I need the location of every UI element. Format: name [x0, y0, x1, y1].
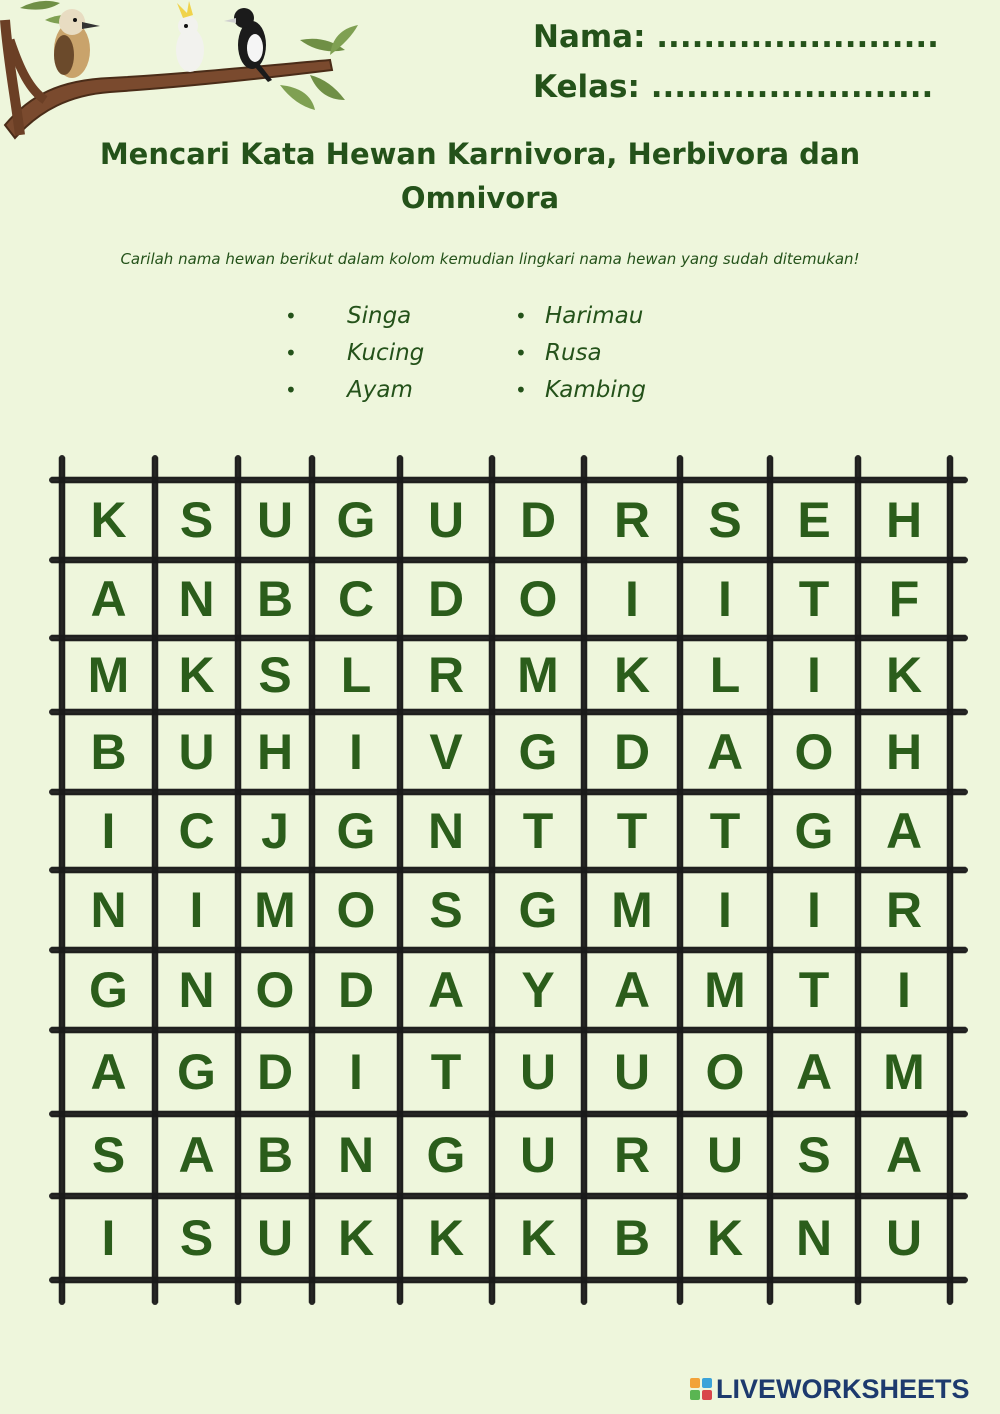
word-label: Kucing [347, 340, 425, 366]
puzzle-letter[interactable]: K [519, 1210, 557, 1266]
puzzle-letter[interactable]: U [885, 1210, 923, 1266]
puzzle-letter[interactable]: N [178, 962, 215, 1018]
puzzle-letter[interactable]: G [518, 882, 558, 938]
puzzle-letter[interactable]: I [349, 1044, 363, 1100]
puzzle-letter[interactable]: A [90, 571, 127, 627]
puzzle-letter[interactable]: S [708, 492, 742, 548]
puzzle-letter[interactable]: D [337, 962, 375, 1018]
puzzle-letter[interactable]: M [704, 962, 746, 1018]
puzzle-letter[interactable]: O [705, 1044, 745, 1100]
word-label: Singa [347, 303, 412, 329]
puzzle-letter[interactable]: B [256, 571, 294, 627]
puzzle-letter[interactable]: D [256, 1044, 294, 1100]
puzzle-letter[interactable]: G [177, 1044, 216, 1100]
puzzle-letter[interactable]: F [888, 571, 920, 627]
word-label: Harimau [545, 303, 644, 329]
title-line-1: Mencari Kata Hewan Karnivora, Herbivora dan [99, 137, 861, 171]
puzzle-letter[interactable]: A [706, 724, 744, 780]
bullet: • [515, 304, 527, 328]
puzzle-letter[interactable]: S [258, 647, 292, 703]
puzzle-letter[interactable]: G [336, 492, 376, 548]
word-label: Kambing [545, 377, 646, 403]
puzzle-letter[interactable]: N [337, 1127, 375, 1183]
puzzle-letter[interactable]: N [178, 571, 215, 627]
bullet: • [285, 341, 297, 365]
bullet: • [285, 304, 297, 328]
puzzle-letter[interactable]: M [883, 1044, 925, 1100]
puzzle-letter[interactable]: I [807, 647, 821, 703]
puzzle-letter[interactable]: N [427, 803, 465, 859]
bullet: • [515, 378, 527, 402]
puzzle-letter[interactable]: R [613, 1127, 651, 1183]
puzzle-letter[interactable]: K [885, 647, 923, 703]
word-label: Rusa [545, 340, 602, 366]
instruction-text: Carilah nama hewan berikut dalam kolom kemudian lingkari nama hewan yang sudah ditemukan! [120, 250, 860, 268]
puzzle-letter[interactable]: A [613, 962, 651, 1018]
puzzle-letter[interactable]: T [798, 962, 830, 1018]
puzzle-letter[interactable]: I [897, 962, 911, 1018]
puzzle-letter[interactable]: Y [521, 962, 555, 1018]
puzzle-letter[interactable]: T [616, 803, 648, 859]
puzzle-letter[interactable]: G [336, 803, 376, 859]
liveworksheets-logo-icon [690, 1378, 712, 1400]
puzzle-letter[interactable]: K [178, 647, 215, 703]
puzzle-letter[interactable]: C [337, 571, 375, 627]
puzzle-letter[interactable]: O [794, 724, 834, 780]
puzzle-letter[interactable]: G [426, 1127, 466, 1183]
puzzle-letter[interactable]: R [613, 492, 651, 548]
puzzle-letter[interactable]: C [178, 803, 215, 859]
puzzle-letter[interactable]: O [255, 962, 295, 1018]
puzzle-letter[interactable]: I [189, 882, 204, 938]
puzzle-letter[interactable]: H [256, 724, 294, 780]
puzzle-letter[interactable]: V [429, 724, 463, 780]
puzzle-letter[interactable]: A [427, 962, 465, 1018]
puzzle-letter[interactable]: K [427, 1210, 465, 1266]
puzzle-letter[interactable]: U [613, 1044, 651, 1100]
puzzle-letter[interactable]: M [517, 647, 559, 703]
puzzle-letter[interactable]: B [613, 1210, 651, 1266]
puzzle-letter[interactable]: D [519, 492, 557, 548]
puzzle-letter[interactable]: L [709, 647, 741, 703]
puzzle-letter[interactable]: S [179, 492, 214, 548]
puzzle-letter[interactable]: A [795, 1044, 833, 1100]
puzzle-letter[interactable]: G [518, 724, 558, 780]
brand-name: LIVEWORKSHEETS [716, 1373, 970, 1404]
class-field[interactable]: Kelas: ........................ [533, 69, 934, 105]
puzzle-letter[interactable]: D [613, 724, 651, 780]
puzzle-letter[interactable]: I [718, 571, 732, 627]
liveworksheets-brand [690, 1372, 970, 1406]
puzzle-letter[interactable]: O [336, 882, 376, 938]
puzzle-letter[interactable]: U [427, 492, 465, 548]
puzzle-letter[interactable]: T [798, 571, 830, 627]
puzzle-letter[interactable]: S [429, 882, 463, 938]
puzzle-letter[interactable]: K [613, 647, 651, 703]
puzzle-letter[interactable]: K [90, 492, 127, 548]
puzzle-letter[interactable]: G [89, 962, 128, 1018]
puzzle-letter[interactable]: L [340, 647, 372, 703]
puzzle-letter[interactable]: I [718, 882, 732, 938]
puzzle-letter[interactable]: H [885, 724, 923, 780]
puzzle-letter[interactable]: A [885, 1127, 923, 1183]
puzzle-letter[interactable]: N [90, 882, 127, 938]
puzzle-letter[interactable]: I [349, 724, 363, 780]
puzzle-letter[interactable]: K [337, 1210, 375, 1266]
puzzle-letter[interactable]: E [797, 492, 831, 548]
puzzle-letter[interactable]: N [795, 1210, 833, 1266]
puzzle-letter[interactable]: U [706, 1127, 744, 1183]
puzzle-letter[interactable]: B [90, 724, 127, 780]
puzzle-letter[interactable]: A [885, 803, 923, 859]
puzzle-letter[interactable]: T [709, 803, 741, 859]
name-field[interactable]: Nama: ........................ [533, 19, 939, 55]
puzzle-letter[interactable]: D [427, 571, 465, 627]
puzzle-letter[interactable]: R [427, 647, 465, 703]
puzzle-letter[interactable]: I [101, 1210, 116, 1266]
puzzle-letter[interactable]: M [611, 882, 653, 938]
puzzle-letter[interactable]: U [178, 724, 215, 780]
puzzle-letter[interactable]: U [519, 1127, 557, 1183]
puzzle-letter[interactable]: K [706, 1210, 744, 1266]
bullet: • [285, 378, 297, 402]
puzzle-letter[interactable]: S [179, 1210, 214, 1266]
puzzle-letter[interactable]: A [90, 1044, 127, 1100]
title-line-2: Omnivora [400, 181, 560, 215]
puzzle-letter[interactable]: G [794, 803, 834, 859]
puzzle-letter[interactable]: S [797, 1127, 831, 1183]
puzzle-letter[interactable]: S [91, 1127, 126, 1183]
puzzle-letter[interactable]: J [261, 803, 289, 859]
puzzle-letter[interactable]: M [254, 882, 296, 938]
puzzle-letter[interactable]: U [519, 1044, 557, 1100]
puzzle-letter[interactable]: R [885, 882, 923, 938]
puzzle-letter[interactable]: T [522, 803, 554, 859]
puzzle-letter[interactable]: M [87, 647, 130, 703]
puzzle-letter[interactable]: I [101, 803, 116, 859]
puzzle-letter[interactable]: U [256, 492, 294, 548]
puzzle-letter[interactable]: A [178, 1127, 215, 1183]
bullet: • [515, 341, 527, 365]
puzzle-letter[interactable]: I [625, 571, 639, 627]
puzzle-letter[interactable]: B [256, 1127, 294, 1183]
puzzle-letter[interactable]: H [885, 492, 923, 548]
puzzle-letter[interactable]: U [256, 1210, 294, 1266]
puzzle-letter[interactable]: O [518, 571, 558, 627]
puzzle-letter[interactable]: T [430, 1044, 462, 1100]
word-label: Ayam [347, 377, 413, 403]
puzzle-letter[interactable]: I [807, 882, 821, 938]
